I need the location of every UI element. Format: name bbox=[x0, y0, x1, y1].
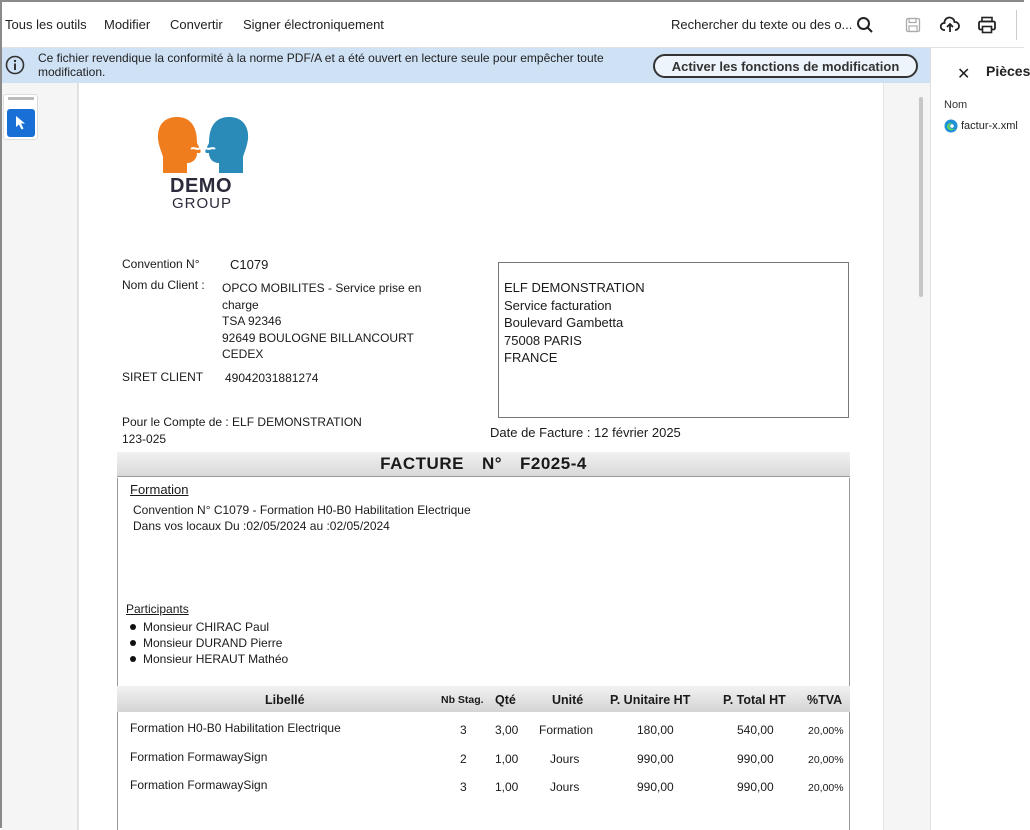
save-icon[interactable] bbox=[902, 14, 924, 36]
cell-unite: Jours bbox=[550, 752, 580, 766]
vertical-scrollbar-thumb[interactable] bbox=[919, 97, 923, 297]
document-canvas bbox=[78, 83, 930, 830]
col-header-unit-price: P. Unitaire HT bbox=[610, 693, 691, 707]
cell-total: 990,00 bbox=[737, 752, 774, 766]
siret-value: 49042031881274 bbox=[225, 371, 319, 385]
cursor-arrow-icon bbox=[14, 115, 28, 131]
select-tool-button[interactable] bbox=[7, 109, 35, 137]
col-header-libelle: Libellé bbox=[265, 693, 305, 707]
toolbar-divider bbox=[1016, 10, 1017, 40]
cell-libelle: Formation H0-B0 Habilitation Electrique bbox=[130, 721, 341, 735]
cell-nb-stag: 3 bbox=[460, 723, 467, 737]
client-line: OPCO MOBILITES - Service prise en bbox=[222, 281, 422, 295]
account-line: Pour le Compte de : ELF DEMONSTRATION bbox=[122, 415, 362, 429]
formation-line: Dans vos locaux Du :02/05/2024 au :02/05/2024 bbox=[133, 519, 390, 533]
invoice-table-body bbox=[117, 712, 850, 830]
participant-item: Monsieur CHIRAC Paul bbox=[143, 620, 270, 634]
bullet bbox=[130, 656, 136, 662]
cell-unit-price: 990,00 bbox=[637, 752, 674, 766]
col-header-unite: Unité bbox=[552, 693, 584, 707]
cell-nb-stag: 2 bbox=[460, 752, 467, 766]
client-line: 92649 BOULOGNE BILLANCOURT bbox=[222, 330, 414, 345]
menu-all-tools[interactable]: Tous les outils bbox=[5, 17, 87, 32]
attachments-panel bbox=[930, 48, 1030, 830]
demo-group-logo bbox=[153, 113, 253, 213]
two-heads-logo-icon bbox=[153, 113, 253, 181]
top-menubar bbox=[2, 2, 1024, 48]
formation-line: Convention N° C1079 - Formation H0-B0 Habilitation Electrique bbox=[133, 503, 471, 517]
cell-nb-stag: 3 bbox=[460, 780, 467, 794]
invoice-number-label: N° bbox=[481, 454, 503, 473]
client-line: CEDEX bbox=[222, 347, 264, 361]
drag-handle[interactable] bbox=[8, 97, 34, 100]
cell-total: 990,00 bbox=[737, 780, 774, 794]
cell-vat: 20,00% bbox=[808, 782, 844, 794]
invoice-title-bar bbox=[117, 452, 850, 477]
cell-libelle: Formation FormawaySign bbox=[130, 778, 268, 792]
logo-subword: GROUP bbox=[172, 195, 233, 212]
client-line: charge bbox=[222, 297, 259, 312]
billing-address-box bbox=[498, 262, 849, 418]
search-icon[interactable] bbox=[854, 14, 876, 36]
attachments-panel-title: Pièces bbox=[986, 63, 1030, 79]
invoice-number: F2025-4 bbox=[520, 454, 587, 473]
cell-unit-price: 180,00 bbox=[637, 723, 674, 737]
cell-total: 540,00 bbox=[737, 723, 774, 737]
tool-group bbox=[3, 94, 38, 140]
bullet bbox=[130, 624, 136, 630]
name-column-label: Nom bbox=[944, 99, 968, 111]
logo-wordmark: DEMO bbox=[170, 175, 232, 197]
formation-heading: Formation bbox=[130, 482, 189, 497]
enable-editing-button[interactable]: Activer les fonctions de modification bbox=[653, 54, 918, 78]
client-line: TSA 92346 bbox=[222, 314, 282, 328]
attachment-file-name: factur-x.xml bbox=[961, 120, 1018, 132]
convention-label: Convention N° bbox=[122, 257, 200, 271]
siret-label: SIRET CLIENT bbox=[122, 370, 204, 384]
cell-vat: 20,00% bbox=[808, 725, 844, 737]
print-icon[interactable] bbox=[976, 14, 998, 36]
cell-qte: 1,00 bbox=[495, 780, 519, 794]
search-box[interactable]: Rechercher du texte ou des o... bbox=[671, 17, 853, 32]
close-icon[interactable]: ✕ bbox=[957, 66, 971, 83]
col-header-qte: Qté bbox=[495, 693, 516, 707]
address-line: Service facturation bbox=[504, 297, 612, 313]
col-header-nb-stag: Nb Stag. bbox=[441, 694, 484, 706]
invoice-date: Date de Facture : 12 février 2025 bbox=[490, 425, 681, 440]
address-line: Boulevard Gambetta bbox=[504, 315, 624, 330]
cloud-upload-icon[interactable] bbox=[939, 14, 961, 36]
attachment-item[interactable] bbox=[944, 119, 1018, 133]
billing-address bbox=[504, 279, 645, 367]
invoice-table-header bbox=[117, 686, 850, 712]
address-line: FRANCE bbox=[504, 350, 558, 365]
menu-edit[interactable]: Modifier bbox=[104, 17, 151, 32]
info-icon bbox=[4, 54, 26, 76]
address-line: ELF DEMONSTRATION bbox=[504, 280, 645, 295]
menu-sign[interactable]: Signer électroniquement bbox=[243, 17, 384, 32]
formation-section bbox=[117, 478, 850, 688]
cell-unit-price: 990,00 bbox=[637, 780, 674, 794]
invoice-title: FACTURE bbox=[380, 454, 464, 473]
cell-libelle: Formation FormawaySign bbox=[130, 750, 268, 764]
cell-qte: 1,00 bbox=[495, 752, 519, 766]
col-header-total: P. Total HT bbox=[723, 693, 786, 707]
participant-item: Monsieur DURAND Pierre bbox=[143, 636, 283, 650]
participants-heading: Participants bbox=[126, 602, 189, 616]
left-tools-panel bbox=[2, 83, 78, 830]
pdfa-info-banner bbox=[2, 48, 930, 83]
cell-vat: 20,00% bbox=[808, 754, 844, 766]
client-label: Nom du Client : bbox=[122, 278, 205, 292]
menu-convert[interactable]: Convertir bbox=[170, 17, 223, 32]
banner-message: Ce fichier revendique la conformité à la norme PDF/A et a été ouvert en lecture seule pour empêcher toute modification. bbox=[38, 51, 604, 79]
cell-qte: 3,00 bbox=[495, 723, 519, 737]
bullet bbox=[130, 640, 136, 646]
col-header-vat: %TVA bbox=[807, 693, 843, 707]
convention-value: C1079 bbox=[230, 257, 269, 272]
account-code: 123-025 bbox=[122, 432, 167, 446]
client-address bbox=[222, 280, 421, 363]
edge-browser-icon bbox=[944, 119, 958, 133]
pdf-page bbox=[78, 83, 884, 830]
participant-item: Monsieur HERAUT Mathéo bbox=[143, 652, 289, 666]
address-line: 75008 PARIS bbox=[504, 332, 582, 348]
cell-unite: Jours bbox=[550, 780, 580, 794]
cell-unite: Formation bbox=[539, 723, 594, 737]
